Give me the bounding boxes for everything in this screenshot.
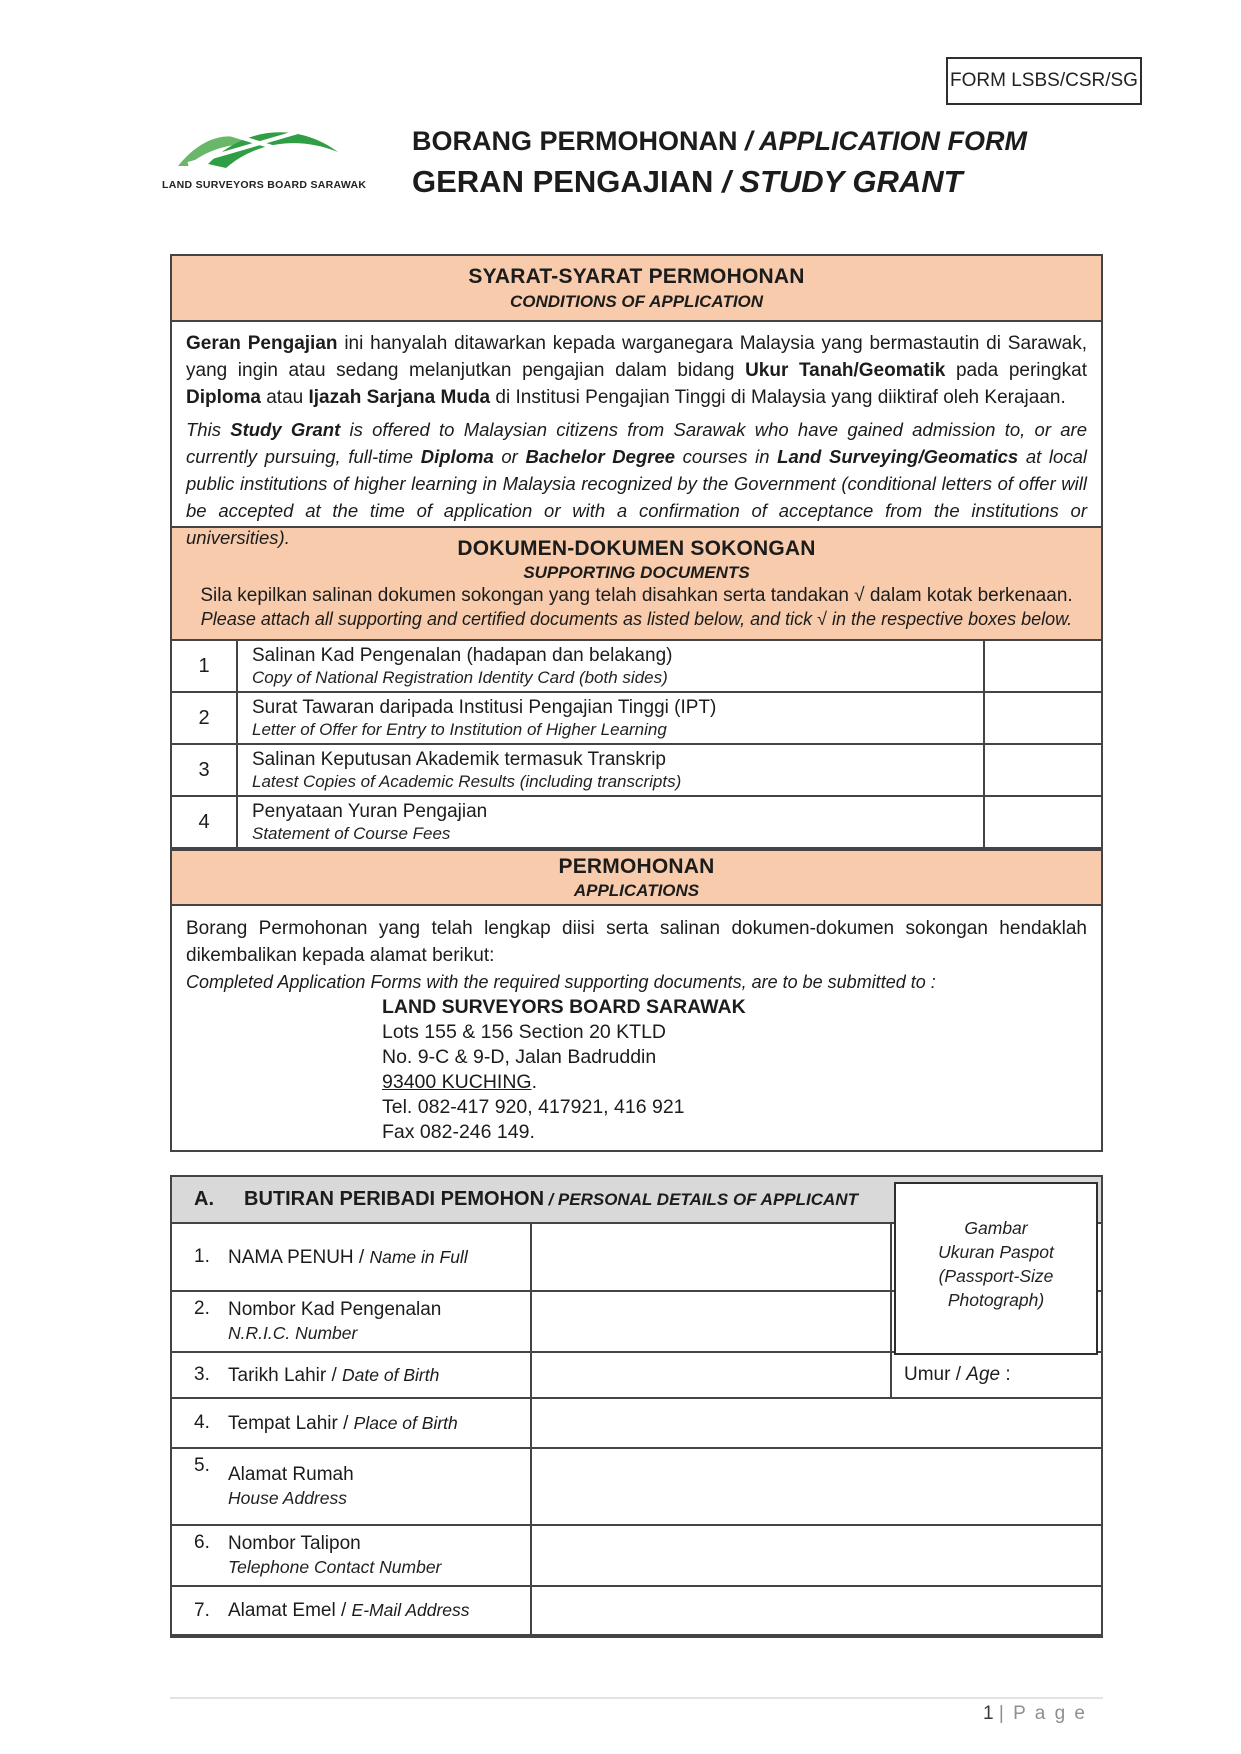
section-a-title-malay: BUTIRAN PERIBADI PEMOHON <box>244 1188 545 1210</box>
field-number: 6. <box>194 1532 210 1553</box>
conditions-title-english: CONDITIONS OF APPLICATION <box>509 291 764 311</box>
photo-box-line: Ukuran Paspot <box>938 1242 1054 1262</box>
field-label-text: NAMA PENUH / Name in Full <box>228 1246 468 1268</box>
document-title <box>412 126 1027 200</box>
document-item-text <box>238 693 985 743</box>
logo-caption: LAND SURVEYORS BOARD SARAWAK <box>162 179 367 191</box>
field-label <box>172 1353 532 1397</box>
document-item-number: 1 <box>172 641 238 691</box>
nric-input-cell[interactable] <box>532 1292 892 1351</box>
document-item-number: 4 <box>172 797 238 847</box>
field-number: 1. <box>194 1246 210 1267</box>
document-item-row <box>170 639 1103 693</box>
field-label-malay: Nombor Talipon <box>228 1533 361 1554</box>
field-row-telephone <box>172 1526 1101 1587</box>
document-item-row <box>170 795 1103 849</box>
form-code-box <box>946 57 1142 105</box>
address-telephone: Tel. 082-417 920, 417921, 416 921 <box>382 1096 685 1118</box>
conditions-title-malay: SYARAT-SYARAT PERMOHONAN <box>468 264 805 288</box>
place-of-birth-input-cell[interactable] <box>532 1399 1101 1447</box>
lsbs-logo <box>162 122 367 191</box>
section-a-title-english: / PERSONAL DETAILS OF APPLICANT <box>548 1189 858 1209</box>
tick-box-3[interactable] <box>985 745 1101 795</box>
date-of-birth-input-cell[interactable] <box>532 1353 892 1397</box>
page-number-value: 1 <box>983 1703 999 1724</box>
applications-title-english: APPLICATIONS <box>573 880 700 900</box>
age-label: Umur / Age : <box>904 1364 1011 1385</box>
field-label-text: Alamat Emel / E-Mail Address <box>228 1600 470 1621</box>
title-line-1 <box>412 126 1027 157</box>
field-label-text: Tarikh Lahir / Date of Birth <box>228 1364 440 1386</box>
field-label <box>172 1587 532 1634</box>
field-number: 4. <box>194 1412 210 1433</box>
document-item-row <box>170 743 1103 797</box>
field-label <box>172 1399 532 1447</box>
title1-malay: BORANG PERMOHONAN <box>412 126 738 156</box>
conditions-paragraph-malay: Geran Pengajian ini hanyalah ditawarkan kepada warganegara Malaysia yang bermastautin di Sarawak, yang ingin atau sedang melanjutkan pengajian dalam bidang Ukur Tanah/Geomatik pada peringkat Diploma atau Ijazah Sarjana Muda di Institusi Pengajian Tinggi di Malaysia yang diiktiraf oleh Kerajaan. <box>186 333 1087 408</box>
field-label <box>172 1449 532 1524</box>
footer-divider <box>170 1697 1103 1699</box>
field-label <box>172 1292 532 1351</box>
lsbs-logo-icon <box>174 122 342 172</box>
title2-malay: GERAN PENGAJIAN <box>412 164 714 199</box>
address-line-1: Lots 155 & 156 Section 20 KTLD <box>382 1021 667 1043</box>
section-a-letter: A. <box>194 1188 214 1210</box>
document-item-english: Letter of Offer for Entry to Institution of Higher Learning <box>252 720 667 739</box>
tick-box-4[interactable] <box>985 797 1101 847</box>
document-item-english: Latest Copies of Academic Results (including transcripts) <box>252 772 682 791</box>
document-item-english: Copy of National Registration Identity Card (both sides) <box>252 668 668 687</box>
applications-paragraph-malay: Borang Permohonan yang telah lengkap diisi serta salinan dokumen-dokumen sokongan hendaklah dikembalikan kepada alamat berikut: <box>186 918 1087 966</box>
address-city: 93400 KUCHING. <box>382 1071 537 1093</box>
field-row-place-of-birth <box>172 1399 1101 1449</box>
main-content <box>170 254 1103 1152</box>
field-row-house-address <box>172 1449 1101 1526</box>
field-label-text <box>228 1532 441 1579</box>
document-item-malay: Surat Tawaran daripada Institusi Pengajian Tinggi (IPT) <box>252 697 717 718</box>
tick-box-1[interactable] <box>985 641 1101 691</box>
document-item-malay: Salinan Keputusan Akademik termasuk Transkrip <box>252 749 666 770</box>
tick-box-2[interactable] <box>985 693 1101 743</box>
photo-box-line: (Passport-Size <box>938 1266 1054 1286</box>
supporting-documents-header <box>170 526 1103 641</box>
address-name: LAND SURVEYORS BOARD SARAWAK <box>382 996 746 1018</box>
applications-title-malay: PERMOHONAN <box>558 854 715 878</box>
address-fax: Fax 082-246 149. <box>382 1121 535 1143</box>
applications-header <box>170 849 1103 906</box>
field-label-english: House Address <box>228 1488 347 1508</box>
field-row-email <box>172 1587 1101 1636</box>
photo-box-line: Gambar <box>964 1218 1028 1238</box>
document-item-text <box>238 745 985 795</box>
house-address-input-cell[interactable] <box>532 1449 1101 1524</box>
document-item-malay: Salinan Kad Pengenalan (hadapan dan belakang) <box>252 645 673 666</box>
title-line-2 <box>412 164 1027 200</box>
submission-address <box>382 995 1087 1145</box>
field-label-english: Telephone Contact Number <box>228 1557 442 1577</box>
photo-box-line: Photograph) <box>947 1290 1045 1310</box>
field-label-english: N.R.I.C. Number <box>228 1323 358 1343</box>
title2-english: / STUDY GRANT <box>722 164 963 199</box>
page-number <box>983 1703 1087 1725</box>
field-label-text <box>228 1298 441 1345</box>
page-word: | P a g e <box>998 1703 1087 1724</box>
email-input-cell[interactable] <box>532 1587 1101 1634</box>
passport-photo-box <box>894 1182 1098 1355</box>
applications-paragraph-english: Completed Application Forms with the required supporting documents, are to be submitted to : <box>186 972 936 992</box>
conditions-header <box>170 254 1103 322</box>
field-label-text: Tempat Lahir / Place of Birth <box>228 1412 458 1434</box>
conditions-body <box>170 320 1103 548</box>
applications-body <box>170 904 1103 1152</box>
document-item-malay: Penyataan Yuran Pengajian <box>252 801 488 822</box>
documents-note-english: Please attach all supporting and certified documents as listed below, and tick √ in the respective boxes below. <box>200 609 1073 629</box>
field-label-malay: Nombor Kad Pengenalan <box>228 1299 442 1320</box>
field-label-malay: Alamat Rumah <box>228 1464 354 1485</box>
field-label-text <box>228 1463 354 1510</box>
address-line-2: No. 9-C & 9-D, Jalan Badruddin <box>382 1046 657 1068</box>
document-item-row <box>170 691 1103 745</box>
field-number: 2. <box>194 1298 210 1319</box>
field-label <box>172 1526 532 1585</box>
age-cell[interactable] <box>892 1353 1101 1397</box>
documents-title-english: SUPPORTING DOCUMENTS <box>523 563 750 582</box>
conditions-paragraph-english: This Study Grant is offered to Malaysian citizens from Sarawak who have gained admission to, or are currently pursuing, full-time Diploma or Bachelor Degree courses in Land Surveying/Geomatics at local public institutions of higher learning in Malaysia recognized by the Government (conditional letters of offer will be accepted at the time of application or with a confirmation of acceptance from the institutions or universities). <box>186 419 1087 548</box>
field-number: 5. <box>194 1455 210 1476</box>
field-label <box>172 1224 532 1290</box>
documents-title-malay: DOKUMEN-DOKUMEN SOKONGAN <box>457 537 816 560</box>
title1-english: / APPLICATION FORM <box>745 126 1028 156</box>
field-row-date-of-birth <box>172 1353 1101 1399</box>
telephone-input-cell[interactable] <box>532 1526 1101 1585</box>
name-input-cell[interactable] <box>532 1224 892 1290</box>
field-number: 7. <box>194 1599 210 1621</box>
document-item-number: 2 <box>172 693 238 743</box>
field-number: 3. <box>194 1364 210 1385</box>
section-a-personal-details <box>170 1175 1103 1638</box>
document-item-english: Statement of Course Fees <box>252 824 451 843</box>
document-item-text <box>238 797 985 847</box>
documents-note-malay: Sila kepilkan salinan dokumen sokongan yang telah disahkan serta tandakan √ dalam kotak berkenaan. <box>200 585 1073 606</box>
document-item-number: 3 <box>172 745 238 795</box>
form-code-label: FORM LSBS/CSR/SG <box>950 70 1138 91</box>
document-item-text <box>238 641 985 691</box>
